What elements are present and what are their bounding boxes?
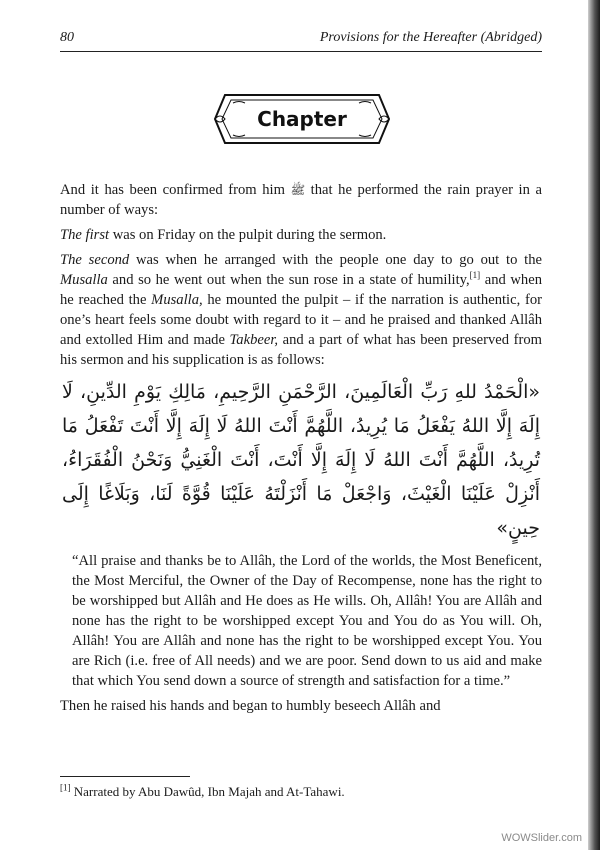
- salutation-symbol: ﷺ: [290, 183, 306, 197]
- footnote-text: Narrated by Abu Dawûd, Ibn Majah and At-Tahawi.: [70, 784, 345, 799]
- second-way-text-2: and so he went out when the sun rose in a state of humility,: [107, 272, 470, 288]
- paragraph-second-way: [60, 250, 542, 370]
- arabic-supplication: «الْحَمْدُ للهِ رَبِّ الْعَالَمِينَ، الرَّحْمَنِ الرَّحِيمِ، مَالِكِ يَوْمِ الدِّينِ، لَا إِلَهَ إِلَّا اللهُ يَفْعَلُ مَا يُرِيدُ، اللَّهُمَّ أَنْتَ اللهُ لَا إِلَهَ إِلَّا أَنْتَ تَفْعَلُ مَا تُرِيدُ، اللَّهُمَّ أَنْتَ اللهُ لَا إِلَهَ إِلَّا أَنْتَ، أَنْتَ الْغَنِيُّ وَنَحْنُ الْفُقَرَاءُ، أَنْزِلْ عَلَيْنَا الْغَيْثَ، وَاجْعَلْ مَا أَنْزَلْتَهُ عَلَيْنَا قُوَّةً لَنَا، وَبَلَاغًا إِلَى حِينٍ»: [62, 381, 540, 539]
- watermark: WOWSlider.com: [501, 832, 582, 844]
- running-title: Provisions for the Hereafter (Abridged): [319, 30, 542, 45]
- footnote-rule: [60, 776, 190, 777]
- term-musalla-2: Musalla,: [151, 292, 203, 308]
- footnote-reference[interactable]: [1]: [469, 270, 481, 281]
- second-way-text-1: was when he arranged with the people one day to go out to the: [129, 252, 542, 268]
- page-number: 80: [60, 30, 74, 45]
- first-way-text: was on Friday on the pulpit during the sermon.: [109, 227, 387, 243]
- intro-text-start: And it has been confirmed from him: [60, 182, 285, 198]
- paragraph-first-way: [60, 225, 542, 245]
- second-way-label: The second: [60, 252, 130, 268]
- book-binding-edge: [588, 0, 600, 850]
- second-way-text-4: he mounted the pulpit – if the narration is authentic, for one’s heart feels some doubt with regard to it – and he praised and thanked Allâh and extolled Him and made: [60, 292, 542, 348]
- page-header: [60, 30, 542, 48]
- main-text: [60, 180, 542, 721]
- intro-text-end: that he performed the rain prayer in a number of ways:: [60, 182, 542, 218]
- chapter-banner: [213, 93, 391, 145]
- header-rule: [60, 51, 542, 52]
- term-takbeer: Takbeer,: [229, 332, 279, 348]
- closing-line: Then he raised his hands and began to humbly beseech Allâh and: [60, 698, 441, 714]
- second-way-text-3: and when he reached the: [60, 272, 542, 308]
- paragraph-intro: [60, 180, 542, 220]
- footnote-marker: [1]: [60, 782, 71, 793]
- chapter-title: Chapter: [257, 107, 347, 131]
- second-way-text-5: and a part of what has been preserved from his sermon and his supplication is as follows:: [60, 332, 542, 368]
- term-musalla: Musalla: [60, 272, 108, 288]
- first-way-label: The first: [60, 227, 110, 243]
- translation-quote: “All praise and thanks be to Allâh, the Lord of the worlds, the Most Beneficent, the Most Merciful, the Owner of the Day of Recompense, none has the right to be worshipped but Allâh and He does as He wills. Oh, Allâh! You are Allâh and none has the right to be worshipped except You and You do as You will. Oh, Allâh! You are Allâh and none has the right to be worshipped except You. You are Rich (i.e. free of All needs) and we are poor. Send down to us aid and make that which You send down a source of strength and satisfaction for a time.”: [72, 553, 542, 689]
- footnote: [60, 783, 542, 801]
